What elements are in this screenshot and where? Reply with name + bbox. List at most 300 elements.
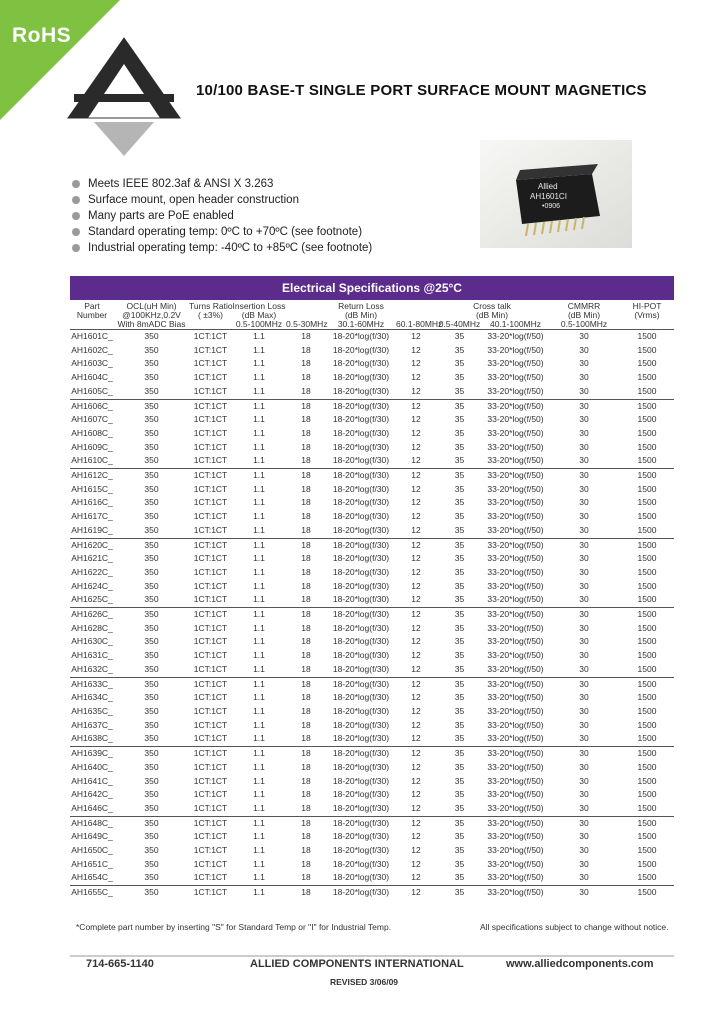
col-rl-sub1: 0.5-30MHz [286, 319, 328, 329]
table-cell: 350 [144, 441, 159, 452]
table-cell: 1CT:1CT [193, 483, 228, 494]
table-cell: 12 [411, 872, 421, 883]
table-cell: 18 [301, 831, 311, 842]
table-row [70, 566, 674, 580]
table-cell: 12 [411, 789, 421, 800]
table-cell: 18-20*log(f/30) [332, 344, 390, 355]
table-cell: 1CT:1CT [193, 358, 228, 369]
table-cell: 35 [454, 455, 465, 466]
table-cell: 33-20*log(f/50) [487, 761, 544, 772]
table-cell: 30 [579, 636, 589, 647]
table-cell: 30 [579, 872, 589, 883]
table-cell: 30 [579, 344, 589, 355]
table-cell: 1500 [637, 483, 657, 494]
table-cell: 1CT:1CT [193, 580, 228, 591]
table-cell: 33-20*log(f/50) [487, 441, 544, 452]
table-cell: 1.1 [253, 636, 265, 647]
table-cell: 1500 [637, 789, 657, 800]
table-cell: 35 [454, 553, 465, 564]
table-cell: 1.1 [253, 414, 265, 425]
table-cell: 35 [454, 761, 465, 772]
table-cell: 18-20*log(f/30) [332, 761, 390, 772]
table-row [70, 719, 674, 733]
table-cell: 30 [579, 663, 589, 674]
table-cell: 33-20*log(f/50) [487, 636, 544, 647]
table-cell: 350 [144, 845, 159, 856]
table-cell: 30 [548, 886, 620, 900]
table-cell: 18-20*log(f/30) [326, 538, 396, 552]
table-cell: 18 [301, 802, 311, 813]
table-cell: 1500 [637, 511, 657, 522]
table-cell: 1.1 [253, 566, 265, 577]
table-cell: 18-20*log(f/30) [332, 719, 390, 730]
table-cell: 33-20*log(f/50) [487, 705, 544, 716]
table-cell: 1.1 [253, 733, 265, 744]
col-ocl: OCL(uH Min) @100KHz,0.2V [122, 301, 181, 320]
table-cell: AH1609C_ [71, 441, 113, 452]
table-cell: 35 [454, 566, 465, 577]
table-cell: 1CT:1CT [193, 636, 228, 647]
table-cell: 12 [411, 427, 421, 438]
table-cell: 30 [548, 399, 620, 413]
table-cell: 1.1 [232, 330, 286, 344]
table-cell: AH1632C_ [71, 663, 113, 674]
table-cell: 33-20*log(f/50) [487, 344, 544, 355]
table-cell: 33-20*log(f/50) [487, 580, 544, 591]
table-cell: AH1605C_ [71, 385, 113, 396]
table-cell: 1500 [620, 330, 674, 344]
col-rl-sub2: 30.1-60MHz [337, 319, 385, 329]
table-cell: 33-20*log(f/50) [487, 553, 544, 564]
table-cell: 12 [396, 399, 436, 413]
table-cell: 33-20*log(f/50) [487, 719, 544, 730]
table-cell: 350 [114, 330, 189, 344]
table-cell: 350 [144, 580, 159, 591]
table-cell: 33-20*log(f/50) [487, 511, 544, 522]
table-cell: 1500 [620, 816, 674, 830]
table-cell: 30 [579, 622, 589, 633]
table-cell: 12 [411, 483, 421, 494]
table-cell: 1CT:1CT [193, 427, 228, 438]
table-cell: 1CT:1CT [193, 663, 228, 674]
table-cell: AH1650C_ [71, 845, 113, 856]
table-cell: 1CT:1CT [193, 441, 228, 452]
table-row [70, 441, 674, 455]
table-cell: 1CT:1CT [193, 372, 228, 383]
table-cell: 350 [144, 872, 159, 883]
table-cell: 35 [454, 692, 465, 703]
table-cell: 350 [144, 802, 159, 813]
table-cell: AH1621C_ [71, 553, 113, 564]
table-cell: 1.1 [253, 831, 265, 842]
table-cell: 12 [411, 385, 421, 396]
table-cell: 350 [144, 858, 159, 869]
col-turns: Turns Ratio ( ±3%) [189, 301, 233, 320]
table-cell: 18 [301, 580, 311, 591]
table-cell: 18-20*log(f/30) [326, 330, 396, 344]
col-hipot: HI-POT (Vrms) [632, 301, 662, 320]
table-cell: 350 [144, 636, 159, 647]
table-cell: 33-20*log(f/50) [487, 372, 544, 383]
table-cell: 18-20*log(f/30) [332, 775, 390, 786]
table-cell: 30 [579, 455, 589, 466]
table-cell: 12 [411, 414, 421, 425]
table-cell: 1500 [637, 663, 657, 674]
table-cell: 12 [411, 594, 421, 605]
table-cell: 1500 [637, 594, 657, 605]
table-cell: 33-20*log(f/50) [483, 399, 548, 413]
footer-divider [70, 955, 674, 957]
photo-part: AH1601CI [530, 192, 567, 201]
table-cell: AH1616C_ [71, 497, 113, 508]
table-cell: 35 [454, 650, 465, 661]
table-cell: 18-20*log(f/30) [332, 622, 390, 633]
table-cell: 1.1 [253, 858, 265, 869]
table-cell: 1500 [637, 358, 657, 369]
bullet-icon [72, 180, 80, 188]
table-cell: AH1604C_ [71, 372, 113, 383]
table-cell: 18-20*log(f/30) [326, 816, 396, 830]
table-cell: AH1615C_ [71, 483, 113, 494]
table-cell: 30 [579, 705, 589, 716]
table-cell: 350 [144, 719, 159, 730]
table-cell: 33-20*log(f/50) [487, 858, 544, 869]
table-cell: 12 [411, 524, 421, 535]
table-cell: 35 [436, 816, 483, 830]
table-cell: 30 [579, 372, 589, 383]
table-cell: 12 [411, 636, 421, 647]
table-row [70, 524, 674, 538]
table-row [70, 469, 674, 483]
table-cell: 1500 [637, 566, 657, 577]
table-cell: 12 [411, 553, 421, 564]
table-cell: 35 [454, 872, 465, 883]
table-cell: 35 [454, 705, 465, 716]
table-cell: 1500 [637, 719, 657, 730]
table-cell: 1CT:1CT [193, 566, 228, 577]
table-cell: 350 [144, 497, 159, 508]
table-cell: 1.1 [253, 385, 265, 396]
table-cell: 1CT:1CT [193, 733, 228, 744]
table-cell: 18 [286, 469, 326, 483]
table-cell: 12 [411, 705, 421, 716]
table-cell: 35 [454, 358, 465, 369]
table-cell: 350 [114, 608, 189, 622]
table-cell: 1.1 [253, 455, 265, 466]
table-cell: 33-20*log(f/50) [483, 330, 548, 344]
table-cell: 1.1 [253, 358, 265, 369]
table-cell: 18-20*log(f/30) [332, 483, 390, 494]
table-row [70, 344, 674, 358]
table-cell: 35 [454, 427, 465, 438]
table-row [70, 496, 674, 510]
table-cell: 18 [301, 524, 311, 535]
table-cell: 35 [454, 497, 465, 508]
table-cell: 18-20*log(f/30) [332, 385, 390, 396]
table-cell: 18-20*log(f/30) [332, 553, 390, 564]
table-cell: 1CT:1CT [189, 816, 232, 830]
table-cell: 18 [286, 816, 326, 830]
table-cell: 350 [144, 775, 159, 786]
table-cell: 18-20*log(f/30) [332, 845, 390, 856]
table-cell: 18-20*log(f/30) [332, 414, 390, 425]
table-cell: AH1603C_ [71, 358, 113, 369]
table-cell: 18 [301, 441, 311, 452]
feature-list [72, 176, 372, 256]
footer-company: ALLIED COMPONENTS INTERNATIONAL [250, 958, 464, 970]
table-cell: 18 [301, 719, 311, 730]
table-cell: 18-20*log(f/30) [332, 802, 390, 813]
table-cell: 1500 [637, 372, 657, 383]
table-cell: 35 [454, 594, 465, 605]
table-cell: 35 [454, 858, 465, 869]
table-cell: 1.1 [232, 886, 286, 900]
feature-item: Surface mount, open header construction [72, 192, 372, 208]
table-cell: 1CT:1CT [193, 385, 228, 396]
table-cell: 35 [436, 330, 483, 344]
table-cell: 350 [144, 385, 159, 396]
table-cell: 18-20*log(f/30) [332, 441, 390, 452]
table-row [70, 886, 674, 900]
table-cell: 350 [144, 511, 159, 522]
footnote-disclaimer: All specifications subject to change without notice. [480, 922, 669, 932]
table-cell: AH1635C_ [71, 705, 113, 716]
col-cmrr-sub: 0.5-100MHz [560, 319, 608, 329]
table-row [70, 844, 674, 858]
table-cell: 12 [396, 677, 436, 691]
table-cell: AH1622C_ [71, 566, 113, 577]
table-cell: 33-20*log(f/50) [483, 677, 548, 691]
table-cell: 1500 [637, 705, 657, 716]
table-row [70, 385, 674, 399]
table-cell: 1.1 [253, 719, 265, 730]
table-cell: AH1628C_ [71, 622, 113, 633]
table-cell: 350 [114, 886, 189, 900]
table-row [70, 858, 674, 872]
table-cell: 30 [579, 483, 589, 494]
table-cell: 12 [411, 566, 421, 577]
table-row [70, 510, 674, 524]
spec-table [70, 302, 674, 900]
table-cell: 350 [144, 692, 159, 703]
table-cell: 35 [454, 719, 465, 730]
table-cell: 1CT:1CT [193, 692, 228, 703]
table-cell: 1.1 [253, 441, 265, 452]
table-cell: 35 [436, 747, 483, 761]
table-cell: 12 [411, 358, 421, 369]
table-row [70, 357, 674, 371]
table-cell: 1.1 [253, 594, 265, 605]
table-cell: 1CT:1CT [189, 469, 232, 483]
col-cross-talk: Cross talk (dB Min) [473, 301, 511, 320]
footer-phone: 714-665-1140 [86, 958, 154, 970]
table-cell: AH1639C_ [70, 747, 114, 761]
table-cell: 18-20*log(f/30) [332, 705, 390, 716]
table-cell: 33-20*log(f/50) [483, 816, 548, 830]
table-cell: 35 [454, 344, 465, 355]
table-cell: 30 [579, 580, 589, 591]
table-cell: 30 [579, 511, 589, 522]
table-cell: 35 [454, 414, 465, 425]
table-cell: AH1619C_ [71, 524, 113, 535]
table-cell: 12 [411, 775, 421, 786]
table-row [70, 454, 674, 468]
table-cell: 30 [579, 553, 589, 564]
table-cell: 350 [144, 663, 159, 674]
table-cell: AH1601C_ [70, 330, 114, 344]
table-cell: 12 [411, 802, 421, 813]
table-cell: 350 [144, 831, 159, 842]
table-cell: 1.1 [253, 872, 265, 883]
table-cell: AH1646C_ [71, 802, 113, 813]
table-cell: 35 [454, 580, 465, 591]
table-cell: 1CT:1CT [193, 719, 228, 730]
table-cell: 350 [114, 677, 189, 691]
table-cell: 12 [396, 747, 436, 761]
bullet-icon [72, 228, 80, 236]
table-cell: AH1642C_ [71, 789, 113, 800]
table-row [70, 593, 674, 607]
table-cell: 18-20*log(f/30) [332, 594, 390, 605]
feature-item: Meets IEEE 802.3af & ANSI X 3.263 [72, 176, 372, 192]
table-cell: 12 [411, 344, 421, 355]
table-cell: 12 [411, 650, 421, 661]
table-cell: 33-20*log(f/50) [487, 733, 544, 744]
photo-code: •0906 [542, 203, 561, 210]
table-cell: 18-20*log(f/30) [332, 455, 390, 466]
table-cell: 350 [144, 566, 159, 577]
table-cell: 350 [144, 789, 159, 800]
table-cell: 1CT:1CT [193, 650, 228, 661]
table-cell: 350 [144, 733, 159, 744]
table-cell: 18 [301, 775, 311, 786]
table-cell: 18 [301, 455, 311, 466]
table-cell: 30 [579, 858, 589, 869]
table-cell: 12 [411, 372, 421, 383]
page-title: 10/100 BASE-T SINGLE PORT SURFACE MOUNT MAGNETICS [196, 82, 647, 99]
table-cell: 18-20*log(f/30) [332, 580, 390, 591]
table-cell: 33-20*log(f/50) [487, 789, 544, 800]
table-cell: 1.1 [253, 845, 265, 856]
table-cell: 18 [301, 872, 311, 883]
table-cell: 1CT:1CT [193, 344, 228, 355]
table-cell: 33-20*log(f/50) [487, 802, 544, 813]
table-cell: 18-20*log(f/30) [326, 677, 396, 691]
feature-item: Many parts are PoE enabled [72, 208, 372, 224]
table-cell: 1500 [637, 872, 657, 883]
table-cell: 18-20*log(f/30) [326, 469, 396, 483]
table-cell: 18 [301, 636, 311, 647]
table-row [70, 775, 674, 789]
table-cell: 33-20*log(f/50) [483, 886, 548, 900]
table-cell: 350 [144, 358, 159, 369]
table-cell: 1.1 [253, 553, 265, 564]
table-cell: 1CT:1CT [189, 608, 232, 622]
table-cell: AH1648C_ [70, 816, 114, 830]
table-cell: 1CT:1CT [193, 455, 228, 466]
table-cell: 1CT:1CT [193, 705, 228, 716]
table-cell: 33-20*log(f/50) [487, 455, 544, 466]
table-cell: 1500 [637, 455, 657, 466]
table-cell: 18 [301, 594, 311, 605]
table-cell: 30 [579, 594, 589, 605]
table-row [70, 691, 674, 705]
table-cell: 18 [301, 845, 311, 856]
table-cell: 18 [301, 761, 311, 772]
table-cell: AH1617C_ [71, 511, 113, 522]
table-cell: 1500 [620, 886, 674, 900]
table-cell: 30 [579, 733, 589, 744]
table-cell: AH1602C_ [71, 344, 113, 355]
table-cell: 1500 [637, 497, 657, 508]
table-cell: 1.1 [232, 608, 286, 622]
table-cell: 18 [301, 511, 311, 522]
table-cell: 350 [144, 344, 159, 355]
table-cell: 33-20*log(f/50) [487, 775, 544, 786]
table-cell: 1.1 [253, 372, 265, 383]
table-cell: 30 [579, 802, 589, 813]
table-cell: 1500 [637, 441, 657, 452]
table-cell: 1.1 [232, 399, 286, 413]
table-cell: 35 [436, 538, 483, 552]
table-cell: 1CT:1CT [193, 872, 228, 883]
table-cell: AH1626C_ [70, 608, 114, 622]
table-row [70, 399, 674, 413]
table-cell: 18-20*log(f/30) [326, 608, 396, 622]
table-cell: 1CT:1CT [193, 802, 228, 813]
table-cell: AH1634C_ [71, 692, 113, 703]
table-cell: 1.1 [253, 344, 265, 355]
table-cell: 30 [579, 497, 589, 508]
table-cell: 1500 [637, 650, 657, 661]
table-cell: 350 [144, 427, 159, 438]
table-cell: AH1637C_ [71, 719, 113, 730]
table-row [70, 830, 674, 844]
table-row [70, 747, 674, 761]
table-row [70, 622, 674, 636]
table-cell: 18 [301, 358, 311, 369]
table-cell: 35 [454, 663, 465, 674]
table-cell: 1CT:1CT [193, 511, 228, 522]
footer-website[interactable]: www.alliedcomponents.com [506, 958, 654, 970]
table-cell: 12 [396, 886, 436, 900]
table-cell: 18-20*log(f/30) [332, 497, 390, 508]
table-cell: 33-20*log(f/50) [483, 538, 548, 552]
table-row [70, 413, 674, 427]
table-row [70, 705, 674, 719]
table-cell: 1.1 [253, 650, 265, 661]
table-cell: 33-20*log(f/50) [483, 608, 548, 622]
table-cell: 1CT:1CT [193, 845, 228, 856]
table-cell: 33-20*log(f/50) [483, 747, 548, 761]
table-cell: 33-20*log(f/50) [487, 427, 544, 438]
table-cell: AH1630C_ [71, 636, 113, 647]
table-cell: 1CT:1CT [189, 399, 232, 413]
table-cell: 350 [114, 538, 189, 552]
table-cell: 350 [144, 372, 159, 383]
table-cell: 18-20*log(f/30) [332, 511, 390, 522]
table-cell: 18-20*log(f/30) [332, 831, 390, 842]
table-cell: 18-20*log(f/30) [332, 358, 390, 369]
table-row [70, 371, 674, 385]
table-cell: 18-20*log(f/30) [332, 427, 390, 438]
table-row [70, 802, 674, 816]
table-cell: 33-20*log(f/50) [487, 622, 544, 633]
col-il-sub: 0.5-100MHz [235, 319, 283, 329]
table-cell: 1CT:1CT [193, 594, 228, 605]
table-cell: 1CT:1CT [189, 330, 232, 344]
table-cell: 1CT:1CT [193, 831, 228, 842]
